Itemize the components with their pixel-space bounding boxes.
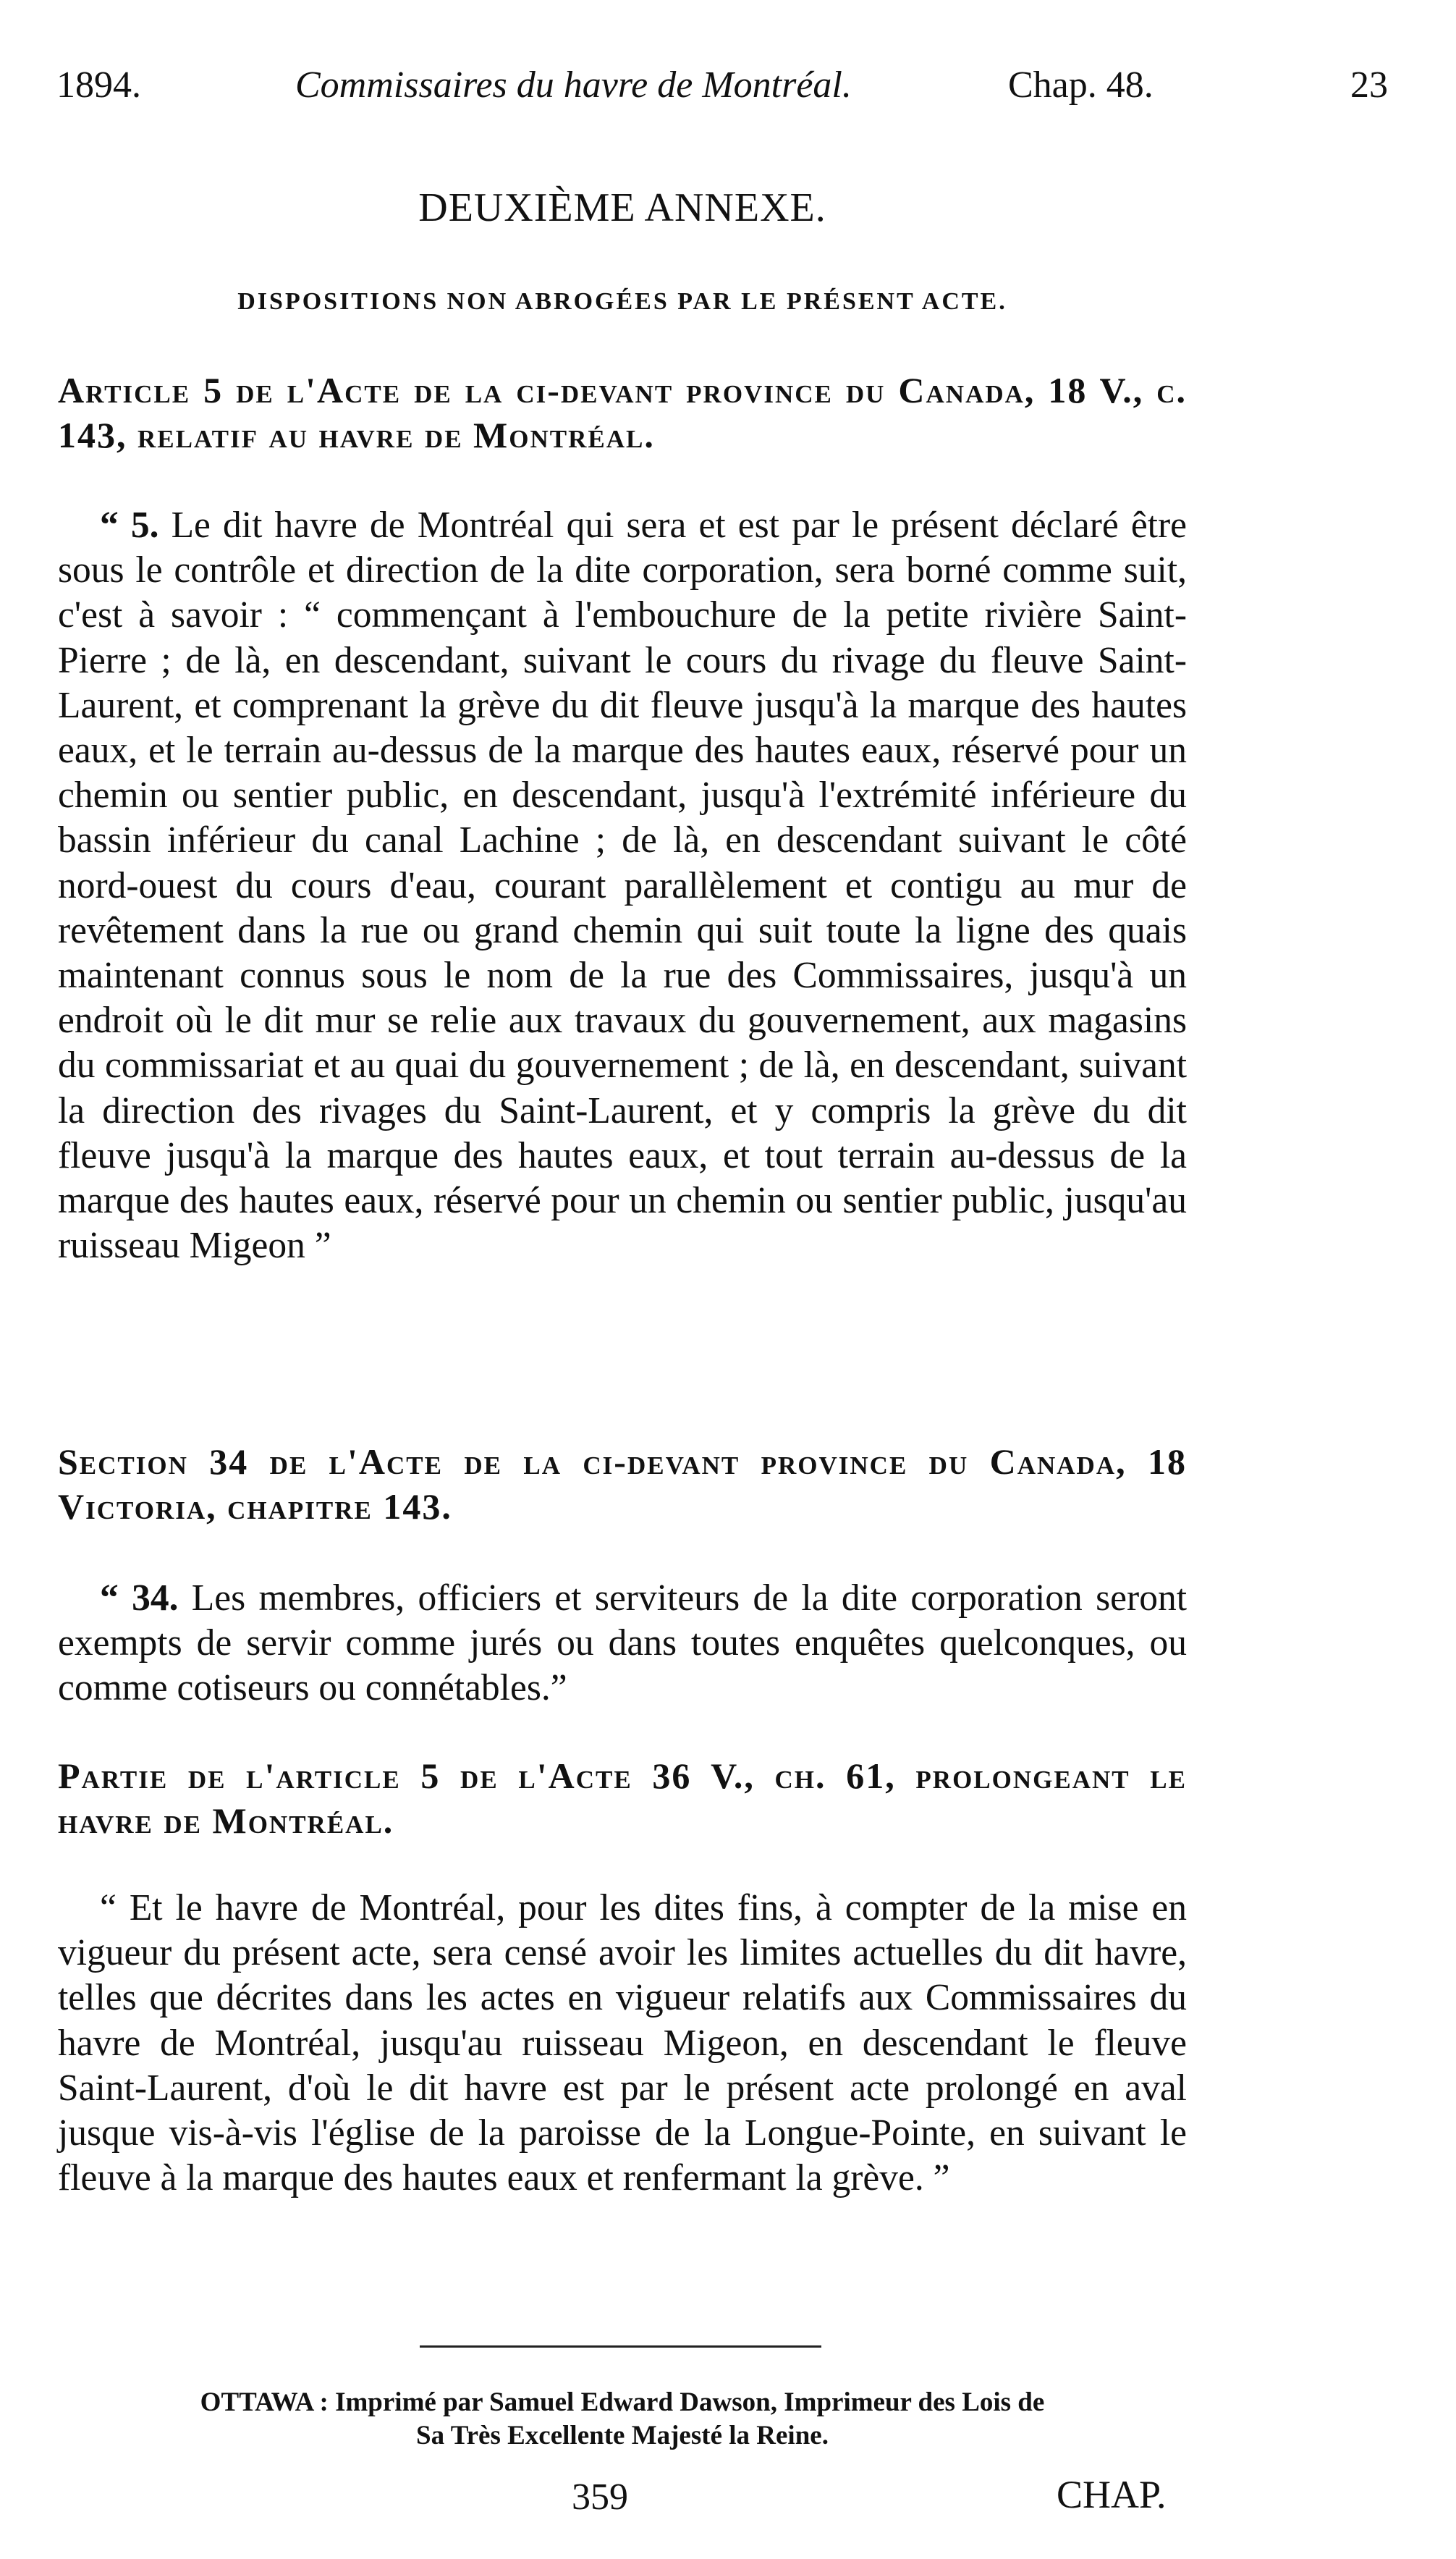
paragraph-number: “ 5.: [100, 505, 159, 546]
paragraph-number: “ 34.: [100, 1577, 179, 1619]
section-heading-partie-article-5: Partie de l'article 5 de l'Acte 36 V., ch. 61, prolongeant le havre de Montréal.: [58, 1755, 1187, 1841]
paragraph-text: Le dit havre de Montréal qui sera et est par le présent déclaré être sous le contrôle et direction de la dite corporation, sera borné comme suit, c'est à savoir : “ commençant à l'embouchure de la petite rivière Saint-Pierre ; de là, en descendant, suivant le cours du rivage du fleuve Saint-Laurent, et comprenant la grève du dit fleuve jusqu'à la marque des hautes eaux, et le terrain au-dessus de la marque des hautes eaux, réservé pour un chemin ou sentier public, en descendant, jusqu'à l'extrémité inférieure du bassin inférieur du canal Lachine ; de là, en descendant suivant le côté nord-ouest du cours d'eau, courant parallèlement et contigu au mur de revêtement dans la rue ou grand chemin qui suit toute la ligne des quais maintenant connus sous le nom de la rue des Commissaires, jusqu'à un endroit où le dit mur se relie aux travaux du gouvernement, aux magasins du commissariat et au quai du gouvernement ; de là, en descendant, suivant la direction des rivages du Saint-Laurent, et y compris la grève du dit fleuve jusqu'à la marque des hautes eaux, et tout terrain au-dessus de la marque des hautes eaux, réservé pour un chemin ou sentier public, jusqu'au ruisseau Migeon ”: [58, 505, 1187, 1267]
annex-subtitle: DISPOSITIONS NON ABROGÉES PAR LE PRÉSENT ACTE.: [237, 288, 1007, 315]
running-head-chapter: Chap. 48.: [1008, 64, 1154, 106]
section-paragraph-partie-article-5: [58, 1886, 1187, 2201]
paragraph-text: “ Et le havre de Montréal, pour les dites fins, à compter de la mise en vigueur du présent acte, sera censé avoir les limites actuelles du dit havre, telles que décrites dans les actes en vigueur relatifs aux Commissaires du havre de Montréal, jusqu'au ruisseau Migeon, en descendant le fleuve Saint-Laurent, d'où le dit havre est par le présent acte prolongé en aval jusque vis-à-vis l'église de la paroisse de la Longue-Pointe, en suivant le fleuve à la marque des hautes eaux et renfermant la grève. ”: [58, 1887, 1187, 2199]
imprint-line-1: OTTAWA : Imprimé par Samuel Edward Dawson, Imprimeur des Lois de: [200, 2387, 1045, 2417]
page-number: 23: [1350, 64, 1388, 106]
annex-title: DEUXIÈME ANNEXE.: [418, 185, 826, 230]
section-paragraph-section-34: [58, 1576, 1187, 1711]
section-heading-section-34: Section 34 de l'Acte de la ci-devant province du Canada, 18 Victoria, chapitre 143.: [58, 1441, 1187, 1527]
section-paragraph-article-5: [58, 503, 1187, 1268]
folio-number: 359: [572, 2476, 628, 2518]
section-heading-article-5: Article 5 de l'Acte de la ci-devant province du Canada, 18 V., c. 143, relatif au havre de Montréal.: [58, 370, 1187, 455]
separator-rule: [420, 2345, 821, 2348]
paragraph-text: Les membres, officiers et serviteurs de la dite corporation seront exempts de servir comme jurés ou dans toutes enquêtes quelconques, ou comme cotiseurs ou connétables.”: [58, 1577, 1187, 1709]
running-head: [56, 56, 1388, 114]
catchword: CHAP.: [1057, 2473, 1167, 2516]
running-head-year: 1894.: [56, 64, 141, 106]
running-head-title: Commissaires du havre de Montréal.: [295, 64, 852, 106]
imprint: [109, 2386, 1136, 2453]
imprint-line-2: Sa Très Excellente Majesté la Reine.: [416, 2421, 829, 2450]
